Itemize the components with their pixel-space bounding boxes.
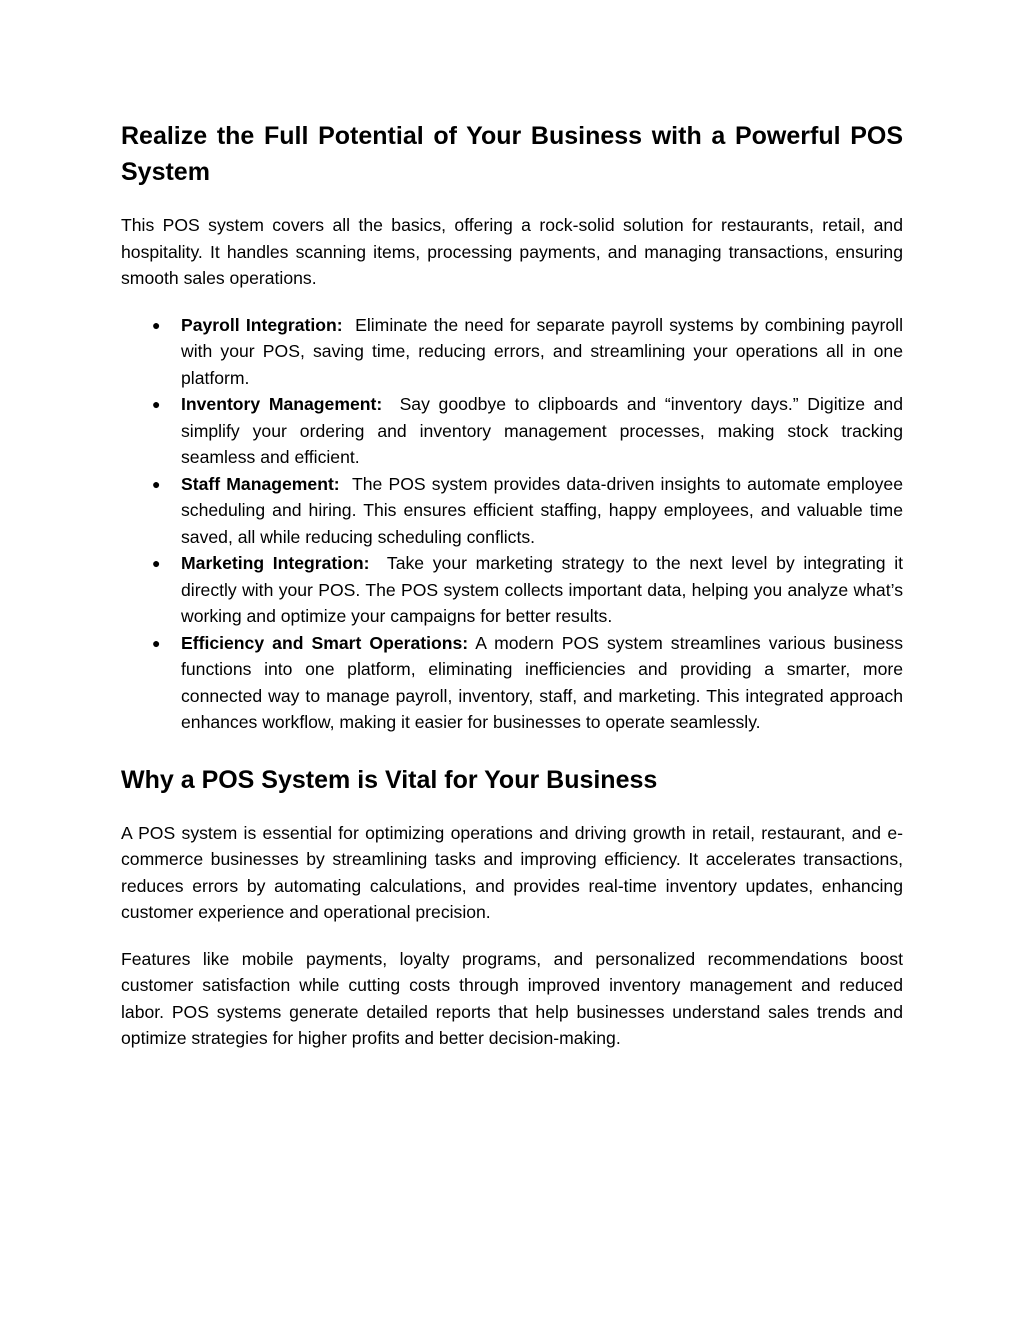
list-item	[121, 312, 903, 392]
bullet-icon: ●	[152, 555, 161, 571]
feature-term: Staff Management:	[181, 473, 340, 494]
feature-text: Say goodbye to clipboards and “inventory days.” Digitize and simplify your ordering and inventory management processes, making stock tracking seamless and efficient.	[181, 394, 904, 467]
bullet-icon: ●	[152, 634, 161, 651]
feature-term: Efficiency and Smart Operations:	[181, 632, 469, 653]
feature-text: Take your marketing strategy to the next level by integrating it directly with your POS. The POS system collects important data, helping you analyze what’s working and optimize your campaigns for better results.	[181, 553, 903, 626]
feature-term: Marketing Integration:	[181, 553, 370, 573]
feature-text: Eliminate the need for separate payroll systems by combining payroll with your POS, saving time, reducing errors, and streamlining your operations all in one platform.	[181, 314, 903, 388]
feature-term: Payroll Integration:	[181, 314, 343, 335]
feature-term: Inventory Management:	[181, 394, 383, 414]
feature-list	[121, 312, 903, 736]
list-item	[121, 630, 903, 736]
list-item	[121, 550, 903, 630]
list-item	[121, 391, 903, 471]
section-heading: Why a POS System is Vital for Your Business	[121, 765, 658, 794]
feature-text: A modern POS system streamlines various business functions into one platform, eliminating inefficiencies and providing a smarter, more connected way to manage payroll, inventory, staff, and marketing. This integrated approach enhances workflow, making it easier for businesses to operate seamlessly.	[181, 632, 903, 732]
bullet-icon: ●	[152, 396, 161, 412]
body-paragraph: Features like mobile payments, loyalty programs, and personalized recommendations boost customer satisfaction while cutting costs through improved inventory management and reduced labor. POS systems generate detailed reports that help businesses understand sales trends and optimize strategies for higher profits and better decision-making.	[121, 948, 903, 1048]
intro-paragraph: This POS system covers all the basics, offering a rock-solid solution for restaurants, retail, and hospitality. It handles scanning items, processing payments, and managing transactions, ensuring smooth sales operations.	[121, 215, 903, 288]
bullet-icon: ●	[152, 475, 161, 492]
document-page	[121, 118, 903, 1052]
list-item	[121, 471, 903, 551]
page-title: Realize the Full Potential of Your Business with a Powerful POS System	[121, 122, 903, 186]
feature-text: The POS system provides data-driven insights to automate employee scheduling and hiring. This ensures efficient staffing, happy employees, and valuable time saved, all while reducing scheduling conflicts.	[181, 473, 903, 547]
body-paragraph: A POS system is essential for optimizing operations and driving growth in retail, restaurant, and e-commerce businesses by streamlining tasks and improving efficiency. It accelerates transactions, reduces errors by automating calculations, and provides real-time inventory updates, enhancing customer experience and operational precision.	[121, 822, 903, 922]
bullet-icon: ●	[152, 316, 161, 333]
